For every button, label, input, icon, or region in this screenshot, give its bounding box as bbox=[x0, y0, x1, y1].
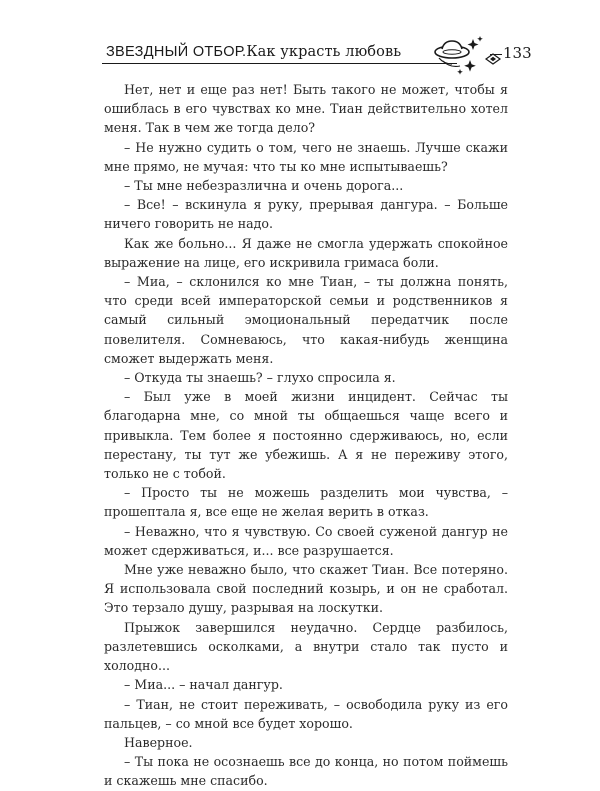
paragraph: Мне уже неважно было, что скажет Тиан. Все потеряно. Я использовала свой последний козырь, и он не сработал. Это терзало душу, разрывая на лоскутки. bbox=[104, 562, 508, 616]
paragraph: – Миа, – склонился ко мне Тиан, – ты должна понять, что среди всей императорской семьи и родственников я самый сильный эмоциональный передатчик после повелителя. Сомневаюсь, что какая-нибудь женщина сможет выдержать меня. bbox=[104, 274, 508, 366]
ufo-with-stars-icon bbox=[394, 34, 504, 76]
header-title bbox=[106, 44, 401, 60]
paragraph: – Тиан, не стоит переживать, – освободила руку из его пальцев, – со мной все будет хорошо. bbox=[104, 696, 508, 731]
paragraph: Прыжок завершился неудачно. Сердце разбилось, разлетевшись осколками, а внутри стало так пусто и холодно... bbox=[104, 619, 508, 674]
book-title: Как украсть любовь bbox=[246, 44, 402, 60]
running-header bbox=[94, 34, 532, 78]
paragraph: – Неважно, что я чувствую. Со своей суженой дангур не может сдерживаться, и... все разрушается. bbox=[104, 523, 508, 558]
paragraph: – Откуда ты знаешь? – глухо спросила я. bbox=[124, 370, 396, 386]
paragraph: – Был уже в моей жизни инцидент. Сейчас ты благодарна мне, со мной ты общаешься чаще всего и привыкла. Тем более я постоянно сдерживаюсь, но, если перестану, ты тут же убежишь. А я не переживу этого, только не с тобой. bbox=[104, 389, 508, 482]
page-number: 133 bbox=[503, 44, 532, 62]
paragraph: Наверное. bbox=[124, 734, 193, 750]
paragraph: – Все! – вскинула я руку, прерывая дангура. – Больше ничего говорить не надо. bbox=[104, 197, 508, 232]
paragraph: – Не нужно судить о том, чего не знаешь. Лучше скажи мне прямо, не мучая: что ты ко мне испытываешь? bbox=[104, 139, 508, 174]
paragraph: Как же больно... Я даже не смогла удержать спокойное выражение на лице, его искривила гримаса боли. bbox=[104, 235, 508, 270]
paragraph: – Просто ты не можешь разделить мои чувства, – прошептала я, все еще не желая верить в отказ. bbox=[104, 485, 508, 520]
paragraph: – Миа... – начал дангур. bbox=[124, 677, 283, 693]
paragraph: – Ты пока не осознаешь все до конца, но потом поймешь и скажешь мне спасибо. bbox=[104, 754, 508, 789]
series-name: ЗВЕЗДНЫЙ ОТБОР. bbox=[106, 44, 247, 60]
paragraph: Нет, нет и еще раз нет! Быть такого не может, чтобы я ошиблась в его чувствах ко мне. Тиан действительно хотел меня. Так в чем же тогда дело? bbox=[104, 82, 508, 136]
paragraph: – Ты мне небезразлична и очень дорога... bbox=[124, 178, 404, 194]
body-text bbox=[104, 80, 508, 791]
